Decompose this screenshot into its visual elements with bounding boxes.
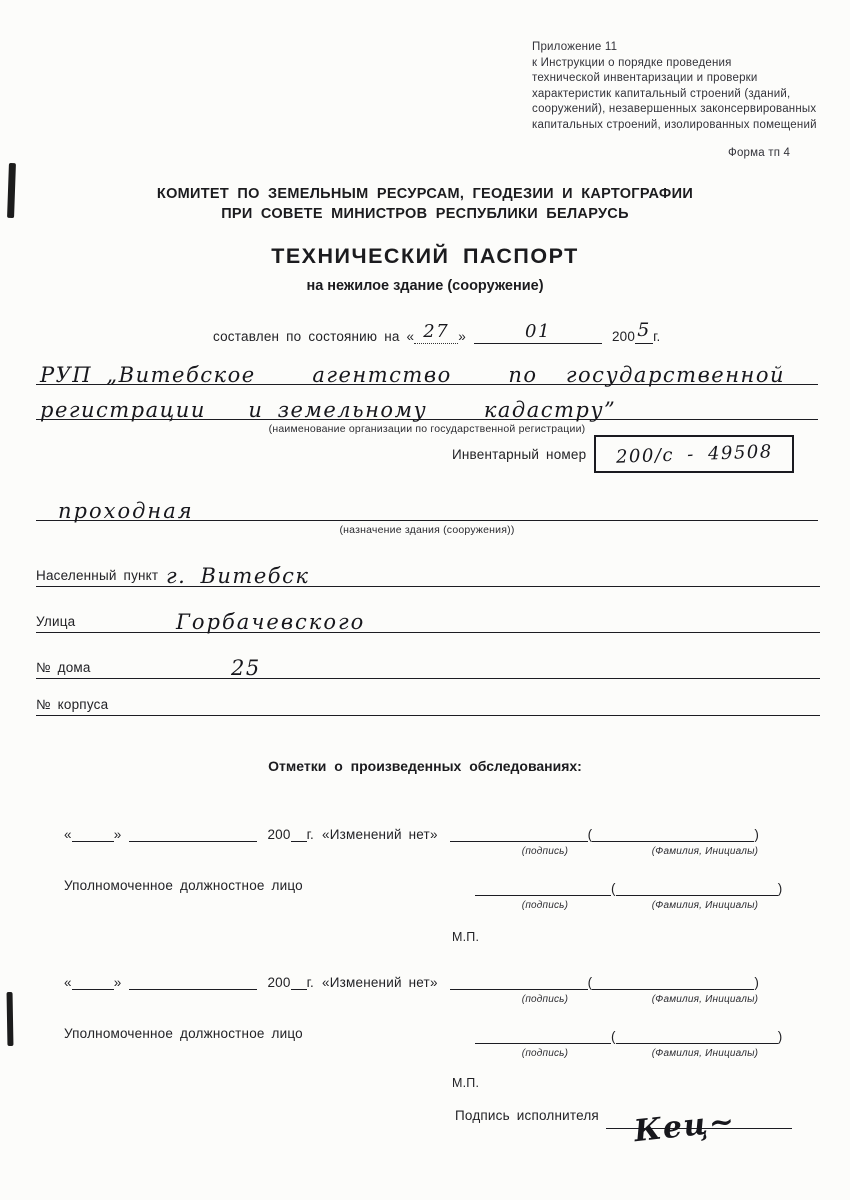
survey-year-suffix: г. (306, 827, 314, 842)
document-subtitle: на нежилое здание (сооружение) (306, 278, 544, 294)
official-label: Уполномоченное должностное лицо (64, 1026, 303, 1041)
survey-day-blank (72, 971, 114, 990)
survey-year-prefix: 200 (267, 975, 291, 990)
inventory-number-box (594, 435, 794, 473)
survey-quote-open: « (64, 975, 72, 990)
street-row (36, 602, 820, 633)
official-signature-row (475, 874, 782, 896)
paren-close: ) (777, 1029, 783, 1044)
annotation-line: технической инвентаризации и проверки (532, 72, 758, 84)
paren-open: ( (587, 827, 593, 842)
official-label: Уполномоченное должностное лицо (64, 878, 303, 893)
annotation-line: к Инструкции о порядке проведения (532, 56, 732, 69)
street-value: Горбачевского (176, 610, 366, 634)
survey-year-blank (291, 971, 307, 990)
date-day-value: 27 (414, 321, 458, 344)
purpose-row (36, 492, 818, 521)
name-caption: (Фамилия, Инициалы) (651, 994, 759, 1005)
name-caption: (Фамилия, Инициалы) (651, 1048, 759, 1059)
organization-caption: (наименование организации по государственной регистрации) (268, 423, 586, 435)
survey-day-blank (72, 823, 114, 842)
survey-date-row (64, 818, 759, 842)
survey-year-prefix: 200 (267, 827, 291, 842)
date-year-printed: 200 (611, 329, 636, 344)
house-number-row (36, 648, 820, 679)
house-number-label: № дома (36, 660, 91, 675)
signature-caption: (подпись) (521, 900, 569, 911)
survey-date-row (64, 966, 759, 990)
survey-quote-close: » (113, 827, 122, 842)
settlement-label: Населенный пункт (36, 568, 159, 583)
house-number-value: 25 (231, 656, 261, 680)
official-signature-row (475, 1022, 782, 1044)
survey-no-changes: «Изменений нет» (322, 975, 438, 990)
seal-mark: М.П. (452, 1076, 480, 1090)
survey-quote-open: « (64, 827, 72, 842)
official-signature-blank (475, 877, 611, 896)
date-close-quote: » (458, 329, 466, 344)
signature-caption: (подпись) (521, 1048, 569, 1059)
date-month-value: 01 (474, 321, 602, 344)
survey-year-blank (291, 823, 307, 842)
purpose-caption: (назначение здания (сооружения)) (339, 524, 515, 536)
date-prefix: составлен по состоянию на « (213, 329, 415, 344)
paren-open: ( (611, 881, 616, 896)
appendix-annotation (532, 40, 832, 133)
annotation-line: характеристик капитальный строений (зданий, (532, 87, 791, 100)
scan-artifact-mark (7, 992, 14, 1046)
executor-signature-line (606, 1090, 792, 1150)
annotation-line: Приложение 11 (532, 41, 618, 53)
official-name-blank (616, 877, 778, 896)
paren-close: ) (777, 881, 783, 896)
paren-open: ( (587, 975, 593, 990)
organization-name-row-1 (36, 350, 818, 385)
seal-mark: М.П. (452, 930, 480, 944)
building-number-row (36, 685, 820, 716)
paren-open: ( (611, 1029, 616, 1044)
executor-signature: Кец~ (632, 1103, 738, 1150)
organization-name-row-2 (36, 386, 818, 420)
survey-name-blank (592, 971, 754, 990)
settlement-row (36, 556, 820, 587)
inventory-number-label: Инвентарный номер (452, 447, 587, 462)
compiled-date-line (213, 318, 661, 344)
committee-name-line2: ПРИ СОВЕТЕ МИНИСТРОВ РЕСПУБЛИКИ БЕЛАРУСЬ (221, 206, 629, 222)
street-label: Улица (36, 614, 76, 629)
annotation-line: сооружений), незавершенных законсервированных (532, 103, 817, 115)
signature-caption: (подпись) (521, 846, 569, 857)
official-signature-blank (475, 1025, 611, 1044)
survey-signature-blank (450, 823, 588, 842)
paren-close: ) (754, 827, 760, 842)
settlement-value: г. Витебск (166, 564, 310, 588)
name-caption: (Фамилия, Инициалы) (651, 846, 759, 857)
name-caption: (Фамилия, Инициалы) (651, 900, 759, 911)
form-code: Форма тп 4 (728, 147, 791, 159)
survey-month-blank (129, 823, 257, 842)
annotation-line: капитальных строений, изолированных помещений (532, 118, 817, 131)
executor-signature-label: Подпись исполнителя (455, 1108, 599, 1123)
survey-quote-close: » (113, 975, 122, 990)
signature-caption: (подпись) (521, 994, 569, 1005)
survey-name-blank (592, 823, 754, 842)
date-year-written: 5 (635, 319, 653, 344)
organization-name-line2: регистрации и земельному кадастру” (40, 398, 617, 422)
survey-year-suffix: г. (306, 975, 314, 990)
survey-month-blank (129, 971, 257, 990)
building-number-label: № корпуса (36, 697, 109, 712)
paren-close: ) (754, 975, 760, 990)
purpose-value: проходная (58, 499, 194, 523)
document-title: ТЕХНИЧЕСКИЙ ПАСПОРТ (271, 244, 579, 268)
committee-name-line1: КОМИТЕТ ПО ЗЕМЕЛЬНЫМ РЕСУРСАМ, ГЕОДЕЗИИ И КАРТОГРАФИИ (156, 186, 694, 202)
survey-no-changes: «Изменений нет» (322, 827, 438, 842)
official-name-blank (616, 1025, 778, 1044)
date-suffix: г. (653, 329, 661, 344)
survey-signature-blank (450, 971, 588, 990)
organization-name-line1: РУП „Витебское агентство по государственной (40, 363, 786, 387)
inventory-number-value: 200/с - 49508 (615, 440, 773, 468)
surveys-heading: Отметки о произведенных обследованиях: (268, 758, 582, 774)
